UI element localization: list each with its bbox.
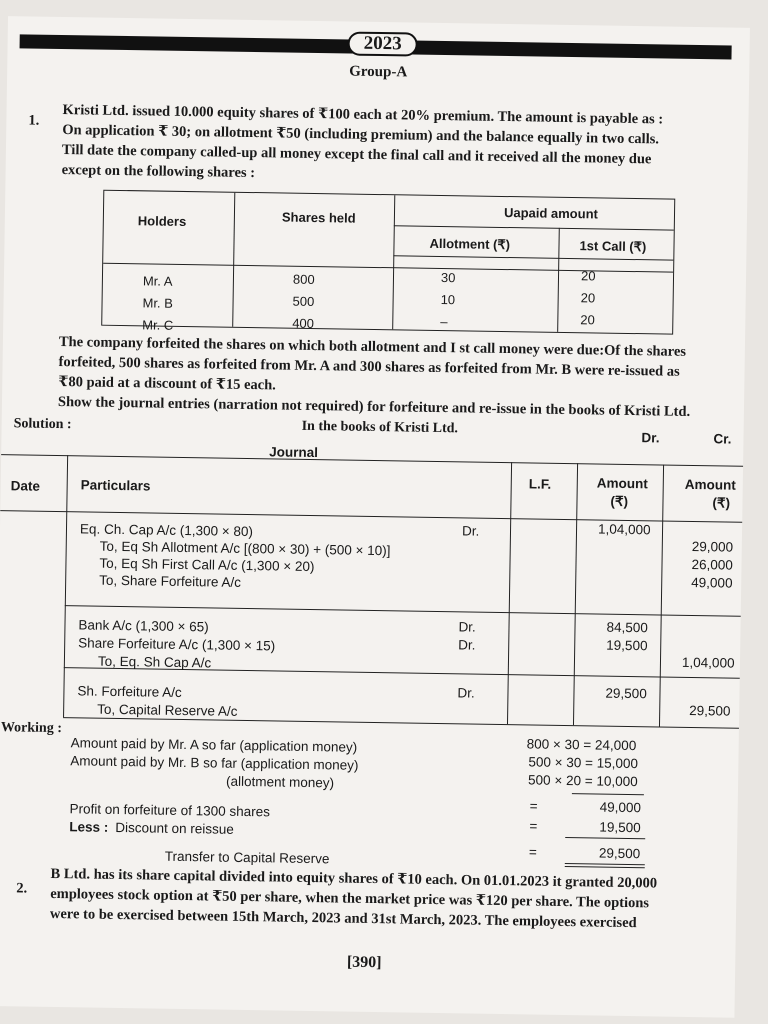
question-number: 1. (28, 112, 40, 129)
dr-mark: Dr. (457, 685, 475, 701)
col-holders: Holders (137, 213, 187, 229)
journal-line: To, Share Forfeiture A/c (99, 572, 242, 590)
journal-title: Journal (269, 444, 319, 461)
question-line: were to be exercised between 15th March, 2023 and 31st March, 2023. The employees exercised (49, 905, 637, 932)
journal-line: Bank A/c (1,300 × 65) (78, 617, 209, 635)
working-line: Amount paid by Mr. A so far (application money) (70, 735, 358, 755)
col-amount-dr: Amount (596, 475, 648, 492)
working-calc: 500 × 20 = 10,000 (527, 772, 638, 790)
working-calc: 800 × 30 = 24,000 (526, 736, 637, 754)
col-allotment: Allotment (₹) (429, 235, 511, 253)
col-shares-held: Shares held (281, 209, 356, 226)
shares-cell: 800 (292, 271, 315, 288)
allotment-cell: – (440, 314, 448, 330)
cr-amount: 1,04,000 (681, 654, 735, 671)
journal-line: Sh. Forfeiture A/c (77, 683, 182, 700)
profit-eq: = (529, 798, 538, 814)
journal-line: To, Eq Sh Allotment A/c [(800 × 30) + (500 × 10)] (99, 538, 391, 559)
dr-amount: 1,04,000 (597, 521, 651, 538)
col-first-call: 1st Call (₹) (579, 238, 647, 255)
dr-label: Dr. (641, 430, 660, 446)
less-label: Less : (69, 819, 109, 835)
shares-cell: 400 (292, 315, 315, 332)
cr-label: Cr. (713, 431, 732, 447)
shareholders-table (101, 190, 675, 335)
books-heading: In the books of Kristi Ltd. (301, 418, 459, 437)
cr-amount: 29,500 (689, 702, 731, 719)
dr-amount: 84,500 (606, 619, 648, 636)
col-amount-cr: Amount (684, 476, 736, 493)
allotment-cell: 10 (440, 292, 456, 308)
col-rupee-dr: (₹) (610, 493, 629, 509)
transfer-text: Transfer to Capital Reserve (164, 848, 330, 867)
journal-table (0, 430, 743, 728)
dr-amount: 29,500 (605, 685, 647, 702)
working-line: (allotment money) (225, 773, 335, 791)
group-heading: Group-A (349, 63, 408, 81)
transfer-eq: = (528, 844, 537, 860)
call-cell: 20 (580, 268, 596, 284)
holder-cell: Mr. C (142, 317, 174, 333)
holder-cell: Mr. A (142, 273, 173, 289)
profit-text: Profit on forfeiture of 1300 shares (69, 801, 271, 820)
col-particulars: Particulars (80, 477, 151, 494)
cr-amount: 49,000 (691, 574, 733, 591)
allotment-cell: 30 (440, 270, 456, 286)
journal-line: Share Forfeiture A/c (1,300 × 15) (78, 635, 276, 654)
profit-value: 49,000 (599, 799, 642, 816)
shares-cell: 500 (292, 293, 315, 310)
dr-mark: Dr. (458, 619, 476, 635)
journal-line: Eq. Ch. Cap A/c (1,300 × 80) (79, 521, 254, 540)
year-badge: 2023 (347, 32, 417, 57)
col-date: Date (10, 478, 41, 494)
question-line: employees stock option at ₹50 per share, when the market price was ₹120 per share. The options (50, 885, 650, 912)
holder-cell: Mr. B (142, 295, 174, 311)
question-line: On application ₹ 30; on allotment ₹50 (including premium) and the balance equally in two calls. (62, 122, 660, 148)
col-unpaid: Uapaid amount (503, 204, 599, 222)
call-cell: 20 (580, 312, 595, 328)
question-line: Till date the company called-up all money except the final call and it received all the money due (61, 142, 652, 168)
journal-line: To, Capital Reserve A/c (97, 701, 238, 719)
question-paragraph: ₹80 paid at a discount of ₹15 each. (58, 374, 276, 394)
dr-amount: 19,500 (606, 637, 648, 654)
working-label: Working : (0, 720, 63, 737)
question-number: 2. (16, 880, 28, 897)
question-paragraph: The company forfeited the shares on which both allotment and I st call money were due:Of the shares (58, 334, 687, 360)
book-page (0, 16, 750, 1018)
cr-amount: 29,000 (691, 538, 734, 555)
journal-line: To, Eq Sh First Call A/c (1,300 × 20) (99, 555, 315, 575)
question-paragraph: forfeited, 500 shares as forfeited from Mr. A and 300 shares as forfeited from Mr. B were re-issued as (58, 354, 680, 380)
less-value: 19,500 (599, 819, 641, 836)
working-line: Amount paid by Mr. B so far (application money) (70, 753, 359, 773)
cr-amount: 26,000 (691, 556, 733, 573)
journal-line: To, Eq. Sh Cap A/c (97, 653, 212, 671)
solution-label: Solution : (13, 416, 72, 433)
dr-mark: Dr. (458, 637, 476, 653)
transfer-value: 29,500 (598, 845, 641, 862)
less-eq: = (529, 818, 538, 834)
page-number: [390] (346, 953, 382, 972)
less-text: Discount on reissue (115, 819, 234, 837)
dr-mark: Dr. (461, 523, 480, 539)
working-calc: 500 × 30 = 15,000 (528, 754, 639, 772)
col-rupee-cr: (₹) (712, 495, 731, 511)
question-paragraph: Show the journal entries (narration not required) for forfeiture and re-issue in the books of Kristi Ltd. (57, 394, 691, 420)
question-line: B Ltd. has its share capital divided into equity shares of ₹10 each. On 01.01.2023 it granted 20,000 (50, 865, 658, 892)
question-line: except on the following shares : (61, 162, 256, 182)
question-line: Kristi Ltd. issued 10.000 equity shares of ₹100 each at 20% premium. The amount is payable as : (62, 102, 664, 128)
call-cell: 20 (580, 290, 596, 306)
col-lf: L.F. (528, 476, 552, 492)
